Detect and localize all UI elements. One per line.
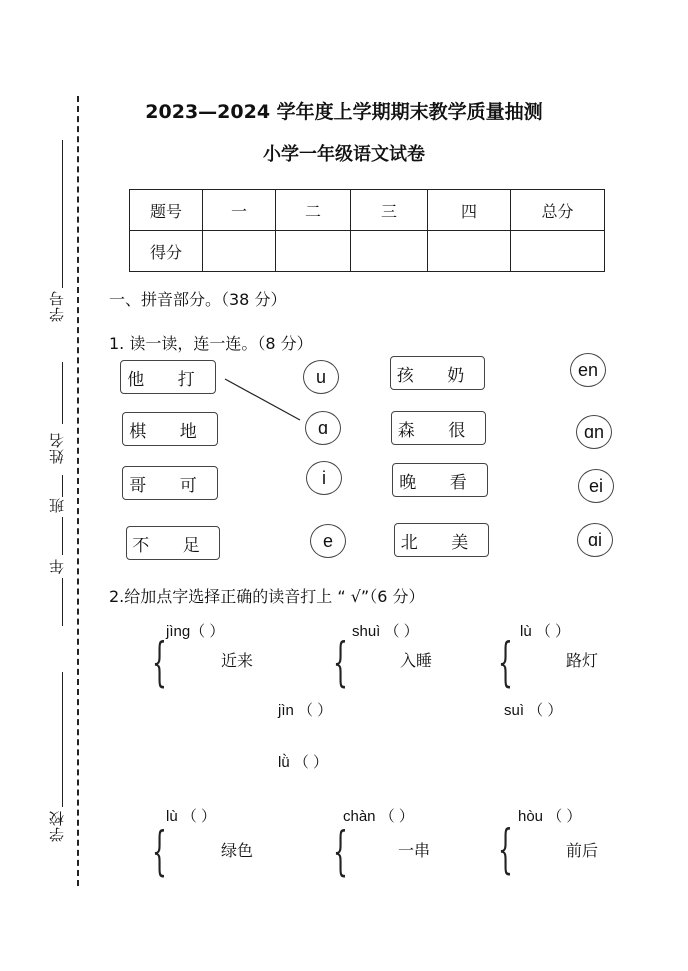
score-row-label: 得分 xyxy=(130,231,203,272)
example-connector-line xyxy=(225,379,300,420)
word-box[interactable]: 不 足 xyxy=(126,526,220,560)
section-title: 一、拼音部分。（38 分） xyxy=(109,290,287,309)
pinyin-option[interactable]: hòu （ ） xyxy=(518,808,582,825)
vowel-circle[interactable]: ɑn xyxy=(576,415,612,449)
word-box[interactable]: 他 打 xyxy=(120,360,216,394)
word-item: 前后 xyxy=(566,841,599,860)
word-box[interactable]: 森 很 xyxy=(391,411,486,445)
brace-icon: { xyxy=(152,822,167,882)
pinyin-option[interactable]: lù （ ） xyxy=(166,808,217,825)
q1-prompt: 1. 读一读，连一连。（8 分） xyxy=(109,334,313,353)
score-header-cell: 四 xyxy=(428,190,511,231)
word-item: 绿色 xyxy=(221,841,254,860)
brace-icon: { xyxy=(498,633,513,693)
brace-icon: { xyxy=(333,633,348,693)
word-box[interactable]: 孩 奶 xyxy=(390,356,485,390)
vowel-circle[interactable]: i xyxy=(306,461,342,495)
score-header-cell: 三 xyxy=(351,190,428,231)
pinyin-option[interactable]: lù （ ） xyxy=(520,623,571,640)
score-header-cell: 总分 xyxy=(511,190,605,231)
vowel-circle[interactable]: u xyxy=(303,360,339,394)
score-header-cell: 题号 xyxy=(130,190,203,231)
nian-label: 年 xyxy=(48,558,66,574)
vowel-circle[interactable]: ɑ xyxy=(305,411,341,445)
brace-icon: { xyxy=(498,820,513,880)
xuexiao-label: 学校 xyxy=(48,810,66,842)
xuehao-label: 学号 xyxy=(48,290,66,322)
word-box[interactable]: 哥 可 xyxy=(122,466,218,500)
pinyin-option[interactable]: lǜ （ ） xyxy=(278,754,329,771)
word-item: 近来 xyxy=(221,651,254,670)
pinyin-option[interactable]: suì （ ） xyxy=(504,702,563,719)
score-header-cell: 二 xyxy=(276,190,351,231)
word-item: 路灯 xyxy=(566,651,599,670)
word-box[interactable]: 北 美 xyxy=(394,523,489,557)
pinyin-option[interactable]: chàn （ ） xyxy=(343,808,414,825)
q2-prompt: 2.给加点字选择正确的读音打上 “ √”（6 分） xyxy=(109,587,425,606)
score-header-cell: 一 xyxy=(203,190,276,231)
vowel-circle[interactable]: ei xyxy=(578,469,614,503)
word-box[interactable]: 晚 看 xyxy=(392,463,488,497)
pinyin-option[interactable]: jìng（ ） xyxy=(166,623,225,640)
pinyin-option[interactable]: jìn （ ） xyxy=(278,702,333,719)
brace-icon: { xyxy=(333,822,348,882)
word-box[interactable]: 棋 地 xyxy=(122,412,218,446)
vowel-circle[interactable]: ɑi xyxy=(577,523,613,557)
vowel-circle[interactable]: e xyxy=(310,524,346,558)
page-title: 2023—2024 学年度上学期期末教学质量抽测 xyxy=(145,101,543,123)
ban-label: 班 xyxy=(48,497,66,513)
xingming-label: 姓名 xyxy=(48,432,66,464)
word-item: 入睡 xyxy=(400,651,433,670)
brace-icon: { xyxy=(152,633,167,693)
vowel-circle[interactable]: en xyxy=(570,353,606,387)
page-subtitle: 小学一年级语文试卷 xyxy=(263,144,425,165)
pinyin-option[interactable]: shuì （ ） xyxy=(352,623,419,640)
word-item: 一串 xyxy=(398,841,431,860)
